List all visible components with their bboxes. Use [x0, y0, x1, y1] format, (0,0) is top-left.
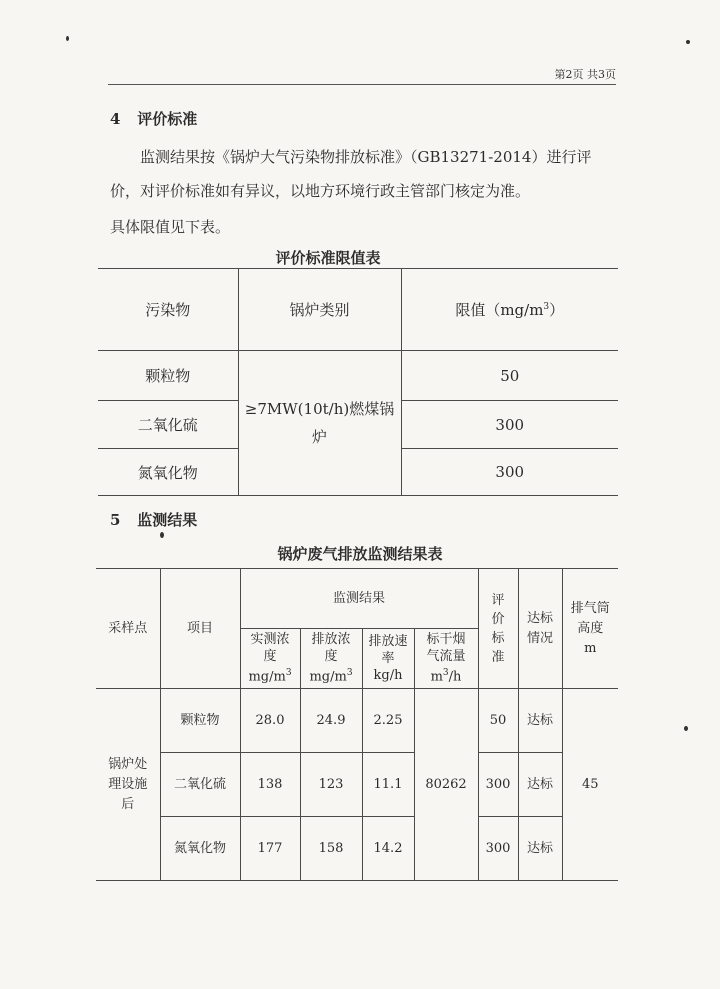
table2-standard: 50	[478, 689, 518, 753]
table1-limit: 300	[401, 401, 618, 449]
page-header	[108, 64, 616, 85]
table2-emission: 24.9	[300, 689, 362, 753]
section-4-number: 4	[110, 110, 121, 128]
table1-limit: 50	[401, 351, 618, 401]
table2-rate: 11.1	[362, 753, 414, 817]
section-4-para-line2: 价，对评价标准如有异议，以地方环境行政主管部门核定为准。	[110, 182, 531, 200]
section-4-title: 评价标准	[137, 110, 198, 128]
table2-measured: 138	[240, 753, 300, 817]
section-5-title: 监测结果	[137, 511, 198, 529]
table2-compliance: 达标	[518, 753, 562, 817]
table1-pollutant: 颗粒物	[98, 351, 238, 401]
table2-sample-point: 锅炉处 理设施 后	[96, 689, 160, 881]
table2-header-standard: 评 价 标 准	[478, 569, 518, 689]
table1-pollutant: 氮氧化物	[98, 449, 238, 496]
table2-title: 锅炉废气排放监测结果表	[277, 545, 443, 563]
table1-limit: 300	[401, 449, 618, 496]
section-5-number: 5	[110, 511, 121, 529]
scan-speck	[684, 726, 688, 731]
table2-header-item: 项目	[160, 569, 240, 689]
table2-header-measured-conc: 实测浓 度 $mg/m^3$	[240, 629, 300, 689]
table1-header-limit: 限值$(mg/m^3)$	[401, 269, 618, 351]
table1-boiler-type: ≥7MW(10t/h)燃煤锅 炉	[238, 351, 401, 496]
table-row	[96, 689, 618, 753]
monitoring-results-table	[96, 568, 618, 881]
table1-title: 评价标准限值表	[275, 249, 381, 267]
section-4-heading	[110, 108, 197, 129]
table2-emission: 123	[300, 753, 362, 817]
table2-rate: 14.2	[362, 817, 414, 881]
table2-header-emission-conc: 排放浓 度 $mg/m^3$	[300, 629, 362, 689]
section-4-para-line3: 具体限值见下表。	[110, 218, 231, 236]
table2-compliance: 达标	[518, 689, 562, 753]
table2-header-compliance: 达标 情况	[518, 569, 562, 689]
table2-header-results: 监测结果	[240, 569, 478, 629]
page-number: 第2页 共3页	[554, 68, 616, 81]
table2-item: 颗粒物	[160, 689, 240, 753]
table-row	[96, 817, 618, 881]
standard-limit-table	[98, 268, 618, 496]
table2-compliance: 达标	[518, 817, 562, 881]
table-row	[96, 753, 618, 817]
table2-rate: 2.25	[362, 689, 414, 753]
table1-header-row	[98, 269, 618, 351]
table2-header-sample-point: 采样点	[96, 569, 160, 689]
table2-header-row-1	[96, 569, 618, 629]
table2-measured: 177	[240, 817, 300, 881]
table1-pollutant: 二氧化硫	[98, 401, 238, 449]
section-4-para-line1: 监测结果按《锅炉大气污染物排放标准》（GB13271-2014）进行评	[140, 148, 592, 166]
table2-standard: 300	[478, 817, 518, 881]
table2-standard: 300	[478, 753, 518, 817]
table2-item: 二氧化硫	[160, 753, 240, 817]
table2-header-stack-height: 排气筒 高度 m	[562, 569, 618, 689]
scan-speck	[66, 36, 69, 41]
table2-stack-height: 45	[562, 689, 618, 881]
table2-measured: 28.0	[240, 689, 300, 753]
table2-header-flow: 标干烟 气流量 $m^3/h$	[414, 629, 478, 689]
scan-speck	[160, 532, 164, 538]
section-5-heading	[110, 509, 197, 530]
table1-header-pollutant: 污染物	[98, 269, 238, 351]
table2-item: 氮氧化物	[160, 817, 240, 881]
table-row	[98, 351, 618, 401]
table2-emission: 158	[300, 817, 362, 881]
table2-flow-value: 80262	[414, 689, 478, 881]
table2-header-emission-rate: 排放速 率 kg/h	[362, 629, 414, 689]
table1-header-boiler-type: 锅炉类别	[238, 269, 401, 351]
scan-speck	[686, 40, 690, 44]
